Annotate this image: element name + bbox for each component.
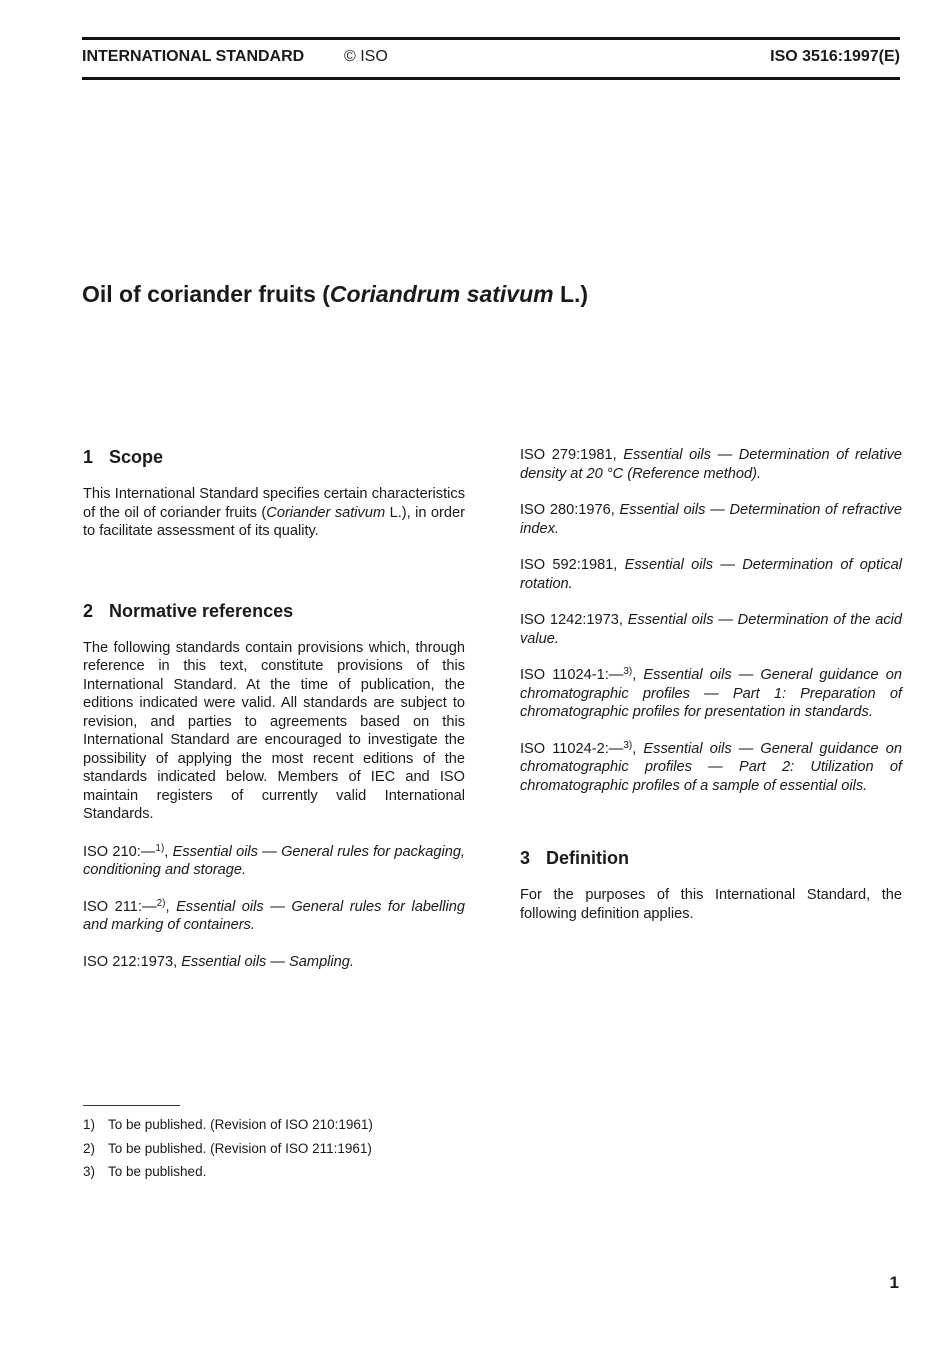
title-suffix: L.)	[553, 281, 589, 307]
left-reference-list	[83, 843, 465, 972]
reference-code: ISO 210:—	[83, 843, 156, 860]
scope-heading-text: Scope	[109, 447, 164, 467]
document-title	[82, 281, 588, 308]
page-header	[82, 48, 900, 70]
footnotes	[83, 1113, 373, 1184]
reference-code: ISO 280:1976	[520, 502, 611, 518]
reference-separator: ,	[165, 898, 177, 915]
reference-item	[520, 666, 902, 722]
scope-number: 1	[83, 447, 94, 467]
footnote-item	[83, 1137, 373, 1161]
reference-item	[520, 611, 902, 648]
reference-title: Essential oils — Sampling.	[181, 953, 354, 970]
reference-title: Essential oils — General guidance on chromatographic profiles — Part 2: Utilization of chromatographic profiles of a sample of essential oils.	[520, 740, 902, 794]
footnote-number: 3)	[83, 1164, 96, 1179]
footnote-marker: 3)	[623, 739, 633, 751]
footnote-marker: 1)	[155, 842, 165, 854]
standard-code: ISO 3516:1997(E)	[770, 48, 900, 65]
header-bottom-rule	[82, 77, 900, 80]
normative-number: 2	[83, 600, 94, 621]
scope-heading	[83, 446, 465, 468]
reference-code: ISO 212:1973	[83, 953, 174, 970]
reference-title: Essential oils — General guidance on chromatographic profiles — Part 1: Preparation of chromatographic profiles for presentation in standards.	[520, 667, 902, 720]
definition-number: 3	[520, 848, 531, 868]
scope-text-b: L.), in order to facilitate assessment of its quality.	[83, 504, 466, 539]
right-column	[520, 446, 902, 923]
footnote-text: To be published. (Revision of ISO 210:1961)	[108, 1117, 373, 1132]
reference-separator: ,	[610, 502, 620, 518]
reference-item	[520, 556, 902, 593]
reference-title: Essential oils — Determination of relative density at 20 °C (Reference method).	[520, 447, 902, 482]
footnote-text: To be published. (Revision of ISO 211:1961)	[108, 1140, 372, 1156]
reference-separator: ,	[618, 612, 628, 628]
standard-label: INTERNATIONAL STANDARD	[82, 48, 305, 65]
reference-item	[83, 843, 465, 880]
footnote-number: 2)	[83, 1140, 96, 1156]
footnote-marker: 2)	[156, 897, 166, 909]
definition-heading	[520, 847, 902, 869]
reference-code: ISO 279:1981	[520, 447, 613, 463]
reference-separator: ,	[612, 447, 624, 463]
reference-code: ISO 211:—	[83, 898, 157, 915]
title-prefix: Oil of coriander fruits (	[82, 281, 330, 307]
page-number: 1	[889, 1273, 899, 1292]
reference-code: ISO 11024-2:—	[520, 740, 624, 757]
reference-item	[520, 501, 902, 538]
reference-separator: ,	[632, 740, 644, 757]
footnote-rule	[83, 1105, 180, 1106]
scope-text	[83, 485, 465, 541]
reference-code: ISO 11024-1:—	[520, 667, 624, 683]
reference-separator: ,	[164, 843, 173, 860]
scope-text-species: Coriander sativum	[266, 504, 386, 521]
footnote-text: To be published.	[108, 1164, 207, 1179]
reference-separator: ,	[173, 953, 182, 970]
reference-separator: ,	[632, 667, 644, 683]
footnote-item	[83, 1160, 373, 1184]
reference-title: Essential oils — General rules for packaging, conditioning and storage.	[83, 843, 465, 878]
scope-text-a: This International Standard specifies certain characteristics of the oil of coriander fruits (	[83, 486, 465, 521]
normative-heading	[83, 600, 465, 622]
reference-code: ISO 592:1981	[520, 557, 614, 573]
normative-intro: The following standards contain provisions which, through reference in this text, constitute provisions of this International Standard. At the time of publication, the editions indicated were valid. All standards are subject to revision, and parties to agreements based on this International Standard are encouraged to investigate the possibility of applying the most recent editions of the standards indicated below. Members of IEC and ISO maintain registers of currently valid International Standards.	[83, 639, 465, 822]
reference-separator: ,	[613, 557, 625, 573]
header-top-rule	[82, 37, 900, 40]
reference-item	[520, 740, 902, 796]
right-reference-list	[520, 446, 902, 795]
copyright-notice: © ISO	[344, 48, 388, 65]
title-species: Coriandrum sativum	[329, 281, 554, 307]
reference-title: Essential oils — Determination of optical rotation.	[520, 557, 902, 592]
definition-text: For the purposes of this International Standard, the following definition applies.	[520, 887, 902, 922]
reference-code: ISO 1242:1973	[520, 612, 619, 628]
footnote-number: 1)	[83, 1117, 96, 1132]
left-column	[83, 446, 465, 971]
reference-title: Essential oils — General rules for labelling and marking of containers.	[83, 898, 466, 933]
reference-item	[83, 953, 465, 972]
reference-title: Essential oils — Determination of the acid value.	[520, 612, 902, 647]
footnote-item	[83, 1113, 373, 1137]
reference-item	[83, 898, 465, 935]
definition-heading-text: Definition	[546, 848, 629, 868]
reference-item	[520, 446, 902, 483]
reference-title: Essential oils — Determination of refractive index.	[520, 502, 902, 537]
footnote-marker: 3)	[623, 666, 633, 677]
normative-heading-text: Normative references	[109, 600, 294, 621]
